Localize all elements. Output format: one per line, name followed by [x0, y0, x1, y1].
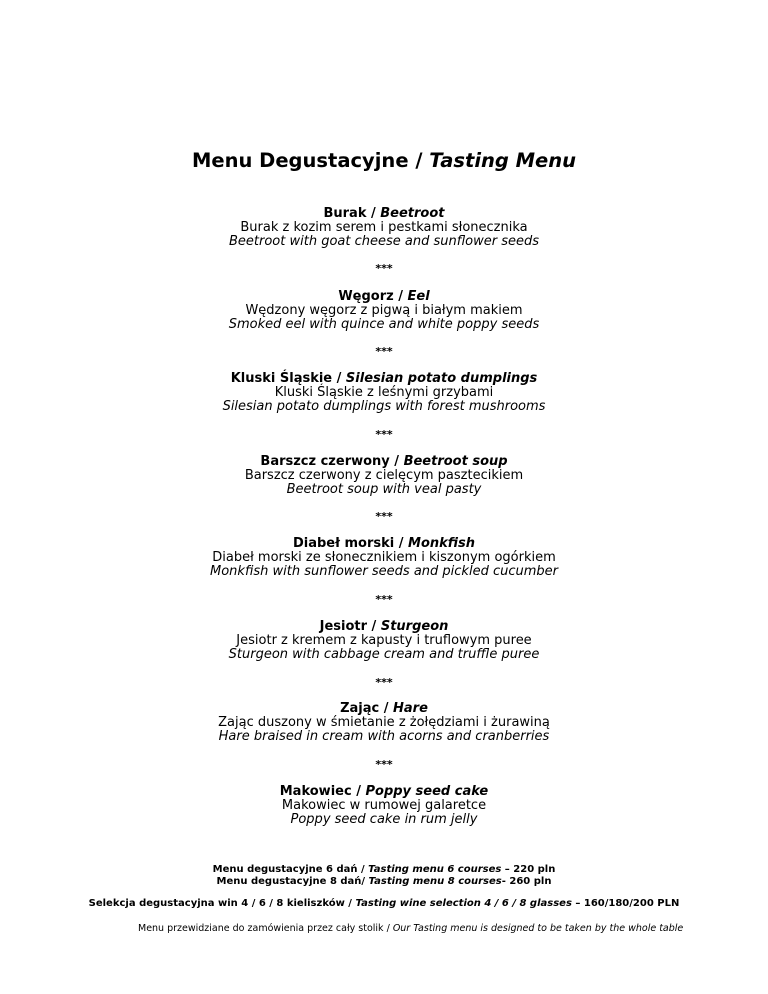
course-name: [0, 785, 768, 799]
course-name: [0, 455, 768, 469]
course-name-en: Eel: [407, 289, 430, 304]
course-desc-en: Smoked eel with quince and white poppy seeds: [228, 317, 540, 332]
course-desc-pl: Jesiotr z kremem z kapusty i truflowym puree: [236, 633, 532, 648]
course-name-pl: Węgorz /: [338, 289, 408, 304]
course-item: [0, 702, 768, 744]
course-name: [0, 620, 768, 634]
price-label-pl: Menu degustacyjne 8 dań/: [216, 876, 369, 887]
course-item: [0, 785, 768, 827]
course-name: [0, 702, 768, 716]
course-desc-en: Hare braised in cream with acorns and cranberries: [218, 729, 550, 744]
course-desc-pl: Barszcz czerwony z cielęcym pasztecikiem: [244, 468, 524, 483]
price-label-pl: Menu degustacyjne 6 dań /: [212, 864, 369, 875]
course-desc-pl: Burak z kozim serem i pestkami słonecznika: [240, 220, 528, 235]
course-name-en: Monkfish: [408, 536, 476, 551]
course-name-en: Beetroot soup: [403, 454, 508, 469]
course-name-pl: Diabeł morski /: [292, 536, 409, 551]
price-6-courses: [0, 864, 768, 876]
course-name-pl: Kluski Śląskie /: [230, 371, 346, 386]
course-name: [0, 290, 768, 304]
price-8-courses: [0, 876, 768, 888]
course-desc-en: Sturgeon with cabbage cream and truffle puree: [228, 647, 540, 662]
price-label-en: Tasting menu 8 courses: [368, 876, 502, 887]
separator: ***: [375, 593, 393, 606]
title-pl: Menu Degustacyjne /: [191, 149, 430, 172]
course-name-pl: Jesiotr /: [319, 619, 381, 634]
page-title: [0, 148, 768, 174]
course-name-pl: Burak /: [323, 206, 381, 221]
course-item: [0, 537, 768, 579]
wine-label-en: Tasting wine selection 4 / 6 / 8 glasses: [355, 898, 572, 909]
course-desc-en: Silesian potato dumplings with forest mushrooms: [222, 399, 546, 414]
price-list: [0, 864, 768, 888]
separator: ***: [375, 758, 393, 771]
footnote: [48, 920, 708, 937]
course-name-en: Beetroot: [380, 206, 445, 221]
course-name: [0, 372, 768, 386]
separator: ***: [375, 510, 393, 523]
course-desc-pl: Kluski Śląskie z leśnymi grzybami: [274, 385, 494, 400]
course-desc-pl: Wędzony węgorz z pigwą i białym makiem: [245, 303, 523, 318]
title-en: Tasting Menu: [429, 149, 577, 172]
price-label-en: Tasting menu 6 courses: [368, 864, 502, 875]
course-name: [0, 537, 768, 551]
course-desc-pl: Diabeł morski ze słonecznikiem i kiszonym ogórkiem: [212, 550, 556, 565]
separator: ***: [375, 345, 393, 358]
course-name-en: Hare: [393, 701, 428, 716]
footnote-en: Our Tasting menu is designed to be taken by the whole table: [392, 923, 684, 934]
course-item: [0, 620, 768, 662]
course-desc-pl: Makowiec w rumowej galaretce: [281, 798, 487, 813]
course-item: [0, 290, 768, 332]
course-name-en: Silesian potato dumplings: [345, 371, 538, 386]
price-value: – 220 pln: [501, 864, 556, 875]
wine-price: – 160/180/200 PLN: [571, 898, 680, 909]
course-desc-en: Beetroot soup with veal pasty: [286, 482, 482, 497]
course-name-en: Poppy seed cake: [365, 784, 489, 799]
footnote-pl: Menu przewidziane do zamówienia przez cały stolik /: [138, 923, 393, 934]
wine-label-pl: Selekcja degustacyjna win 4 / 6 / 8 kieliszków /: [88, 898, 356, 909]
course-item: [0, 207, 768, 249]
course-desc-en: Poppy seed cake in rum jelly: [290, 812, 478, 827]
course-name: [0, 207, 768, 221]
course-name-pl: Barszcz czerwony /: [260, 454, 404, 469]
course-name-pl: Zając /: [340, 701, 394, 716]
course-desc-en: Monkfish with sunflower seeds and pickled cucumber: [210, 564, 558, 579]
course-item: [0, 372, 768, 414]
course-name-en: Sturgeon: [380, 619, 449, 634]
course-desc-en: Beetroot with goat cheese and sunflower seeds: [229, 234, 539, 249]
price-value: - 260 pln: [501, 876, 552, 887]
course-name-pl: Makowiec /: [279, 784, 366, 799]
course-item: [0, 455, 768, 497]
course-desc-pl: Zając duszony w śmietanie z żołędziami i żurawiną: [218, 715, 550, 730]
separator: ***: [375, 676, 393, 689]
separator: ***: [375, 428, 393, 441]
separator: ***: [375, 262, 393, 275]
wine-selection: [0, 898, 768, 910]
